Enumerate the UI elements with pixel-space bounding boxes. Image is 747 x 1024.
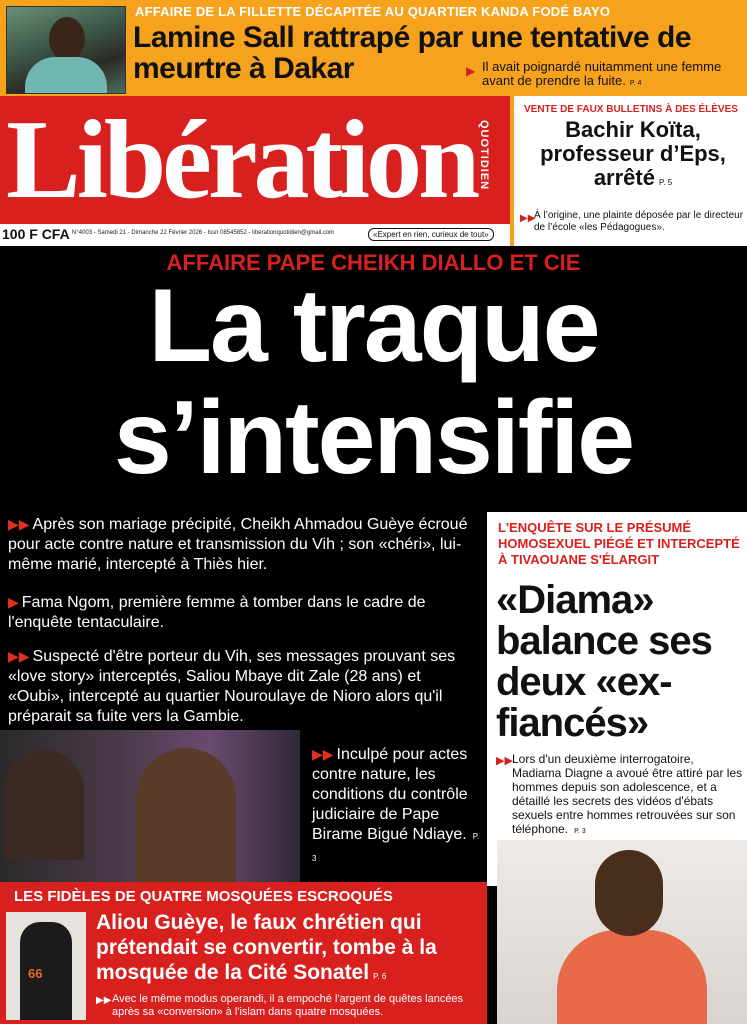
main-bullet-1: ▶▶ Après son mariage précipité, Cheikh Ahmadou Guèye écroué pour acte contre nature et transmission du Vih ; son «chéri», lui-même marié, intercepté à Thiès hier. — [8, 516, 468, 573]
side-story-kicker: VENTE DE FAUX BULLETINS À DES ÉLÈVES — [524, 104, 738, 115]
right-story-photo — [497, 840, 747, 1024]
logo-tagline: QUOTIDIEN — [478, 120, 490, 191]
page-ref: P. 5 — [658, 178, 673, 187]
top-story-title: Lamine Sall rattrapé par une tentative de meurtre à Dakar — [133, 21, 692, 85]
right-story-kicker: L'ENQUÊTE SUR LE PRÉSUMÉ HOMOSEXUEL PIÉGÉ ET INTERCEPTÉ À TIVAOUANE S'ÉLARGIT — [498, 520, 740, 567]
bullet-arrow-icon: ▶ — [466, 64, 476, 78]
logo: Libération — [6, 98, 477, 222]
bullet-arrow-icon: ▶▶ — [312, 746, 334, 762]
bottom-story-kicker: LES FIDÈLES DE QUATRE MOSQUÉES ESCROQUÉS — [14, 888, 393, 905]
top-story-summary: Il avait poignardé nuitamment une femme avant de prendre la fuite. P. 4 — [482, 59, 722, 88]
main-bullet-3: ▶▶ Suspecté d'être porteur du Vih, ses messages prouvant ses «love story» interceptés, Saliou Mbaye dit Zale (28 ans) et «Oubi», intercepté au quartier Nouroulaye de Nioro alors qu'il préparait sa fuite vers la Gambie. — [8, 648, 456, 725]
page-ref: P. 3 — [574, 828, 586, 835]
bottom-story-photo: 66 — [6, 912, 86, 1020]
bullet-arrow-icon: ▶▶ — [8, 516, 30, 532]
side-story-summary: À l’origine, une plainte déposée par le directeur de l’école «les Pédagogues». — [534, 210, 744, 233]
main-story-photo — [0, 730, 300, 882]
right-story-summary: Lors d'un deuxième interrogatoire, Madiama Diagne a avoué être attiré par les hommes depuis son adolescence, et a détaillé les secrets des vidéos d'ébats sexuels entre hommes retrouvées sur son téléphone. P. 3 — [512, 752, 743, 836]
bullet-arrow-icon: ▶▶ — [496, 755, 513, 767]
bullet-arrow-icon: ▶▶ — [520, 213, 536, 224]
page-ref: P. 6 — [373, 972, 387, 981]
side-story-title: Bachir Koïta, professeur d’Eps, arrêté P. 5 — [540, 117, 726, 190]
page-ref: P. 3 — [312, 832, 480, 863]
bottom-story-title: Aliou Guèye, le faux chrétien qui prétendait se convertir, tombe à la mosquée de la Cité Sonatel P. 6 — [96, 911, 437, 984]
top-story-kicker: AFFAIRE DE LA FILLETTE DÉCAPITÉE AU QUARTIER KANDA FODÉ BAYO — [135, 4, 611, 19]
main-story-kicker: AFFAIRE PAPE CHEIKH DIALLO ET CIE — [166, 250, 581, 275]
top-story-photo — [6, 6, 126, 94]
main-bullet-2: ▶ Fama Ngom, première femme à tomber dans le cadre de l'enquête tentaculaire. — [8, 594, 426, 631]
main-headline: La traque s’intensifie — [113, 268, 634, 496]
bullet-arrow-icon: ▶▶ — [96, 995, 112, 1006]
bottom-story-summary: Avec le même modus operandi, il a empoché l'argent de quêtes lancées après sa «conversion» à l'islam dans quatre mosquées. — [112, 993, 464, 1018]
right-story-title: «Diama» balance ses deux «ex-fiancés» — [496, 578, 712, 745]
issue-info: N°4003 - Samedi 21 - Dimanche 22 Février 2026 - Issn 08545852 - liberationquotidien@gmail.com — [72, 230, 335, 236]
bullet-arrow-icon: ▶▶ — [8, 648, 30, 664]
bullet-arrow-icon: ▶ — [8, 594, 19, 610]
price: 100 F CFA — [2, 226, 70, 242]
page-ref: P. 4 — [629, 80, 642, 87]
main-bullet-4: ▶▶ Inculpé pour actes contre nature, les conditions du contrôle judiciaire de Pape Birame Bigué Ndiaye. P. 3 — [312, 746, 480, 863]
motto: «Expert en rien, curieux de tout» — [368, 228, 494, 241]
